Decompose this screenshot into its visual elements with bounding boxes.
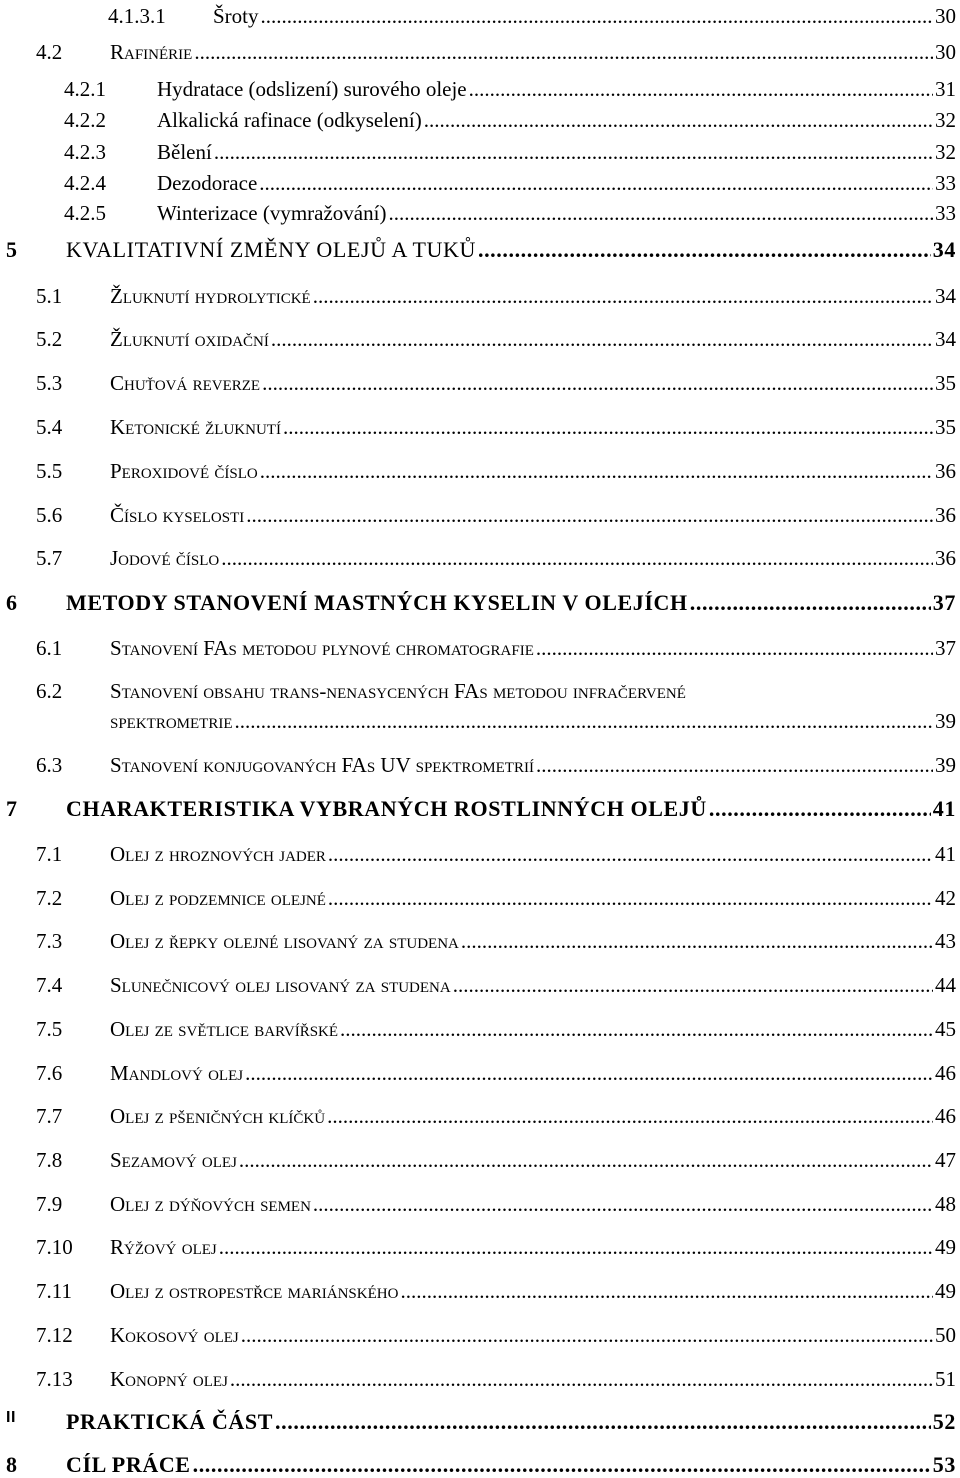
toc-leader-dots: [327, 1104, 933, 1129]
toc-entry-number: 6.1: [36, 636, 63, 660]
toc-leader-dots: [690, 590, 931, 616]
toc-entry-number: 6.2: [36, 679, 63, 703]
toc-leader-dots: [194, 40, 933, 65]
toc-entry-number: 7.10: [36, 1235, 73, 1259]
toc-leader-dots: [219, 1235, 933, 1260]
toc-entry-title: Olej z řepky olejné lisovaný za studena: [110, 929, 459, 953]
toc-entry-number: 7.12: [36, 1323, 73, 1347]
toc-entry-page: 30: [935, 4, 956, 28]
toc-entry-number: 5.6: [36, 503, 63, 527]
toc-leader-dots: [328, 842, 933, 867]
toc-leader-dots: [313, 284, 933, 309]
toc-entry-number: 4.1.3.1: [108, 4, 166, 28]
toc-entry-number: 5.3: [36, 371, 63, 395]
toc-entry-title-line1: Stanovení obsahu trans-nenasycených FAs metodou infračervené: [110, 679, 686, 703]
toc-entry-number: 5.1: [36, 284, 63, 308]
toc-entry-page: 46: [935, 1104, 956, 1128]
toc-entry-title: Dezodorace: [157, 171, 258, 195]
toc-entry-title: Rýžový olej: [110, 1235, 217, 1259]
toc-entry-title: Sezamový olej: [110, 1148, 237, 1172]
toc-entry-number: 7.1: [36, 842, 63, 866]
toc-leader-dots: [235, 709, 933, 734]
toc-entry-number: 4.2.5: [64, 201, 106, 225]
toc-entry-number: 7.4: [36, 973, 63, 997]
toc-entry-title: Rafinérie: [110, 40, 193, 64]
toc-leader-dots: [230, 1367, 933, 1392]
toc-entry-page: 37: [932, 590, 956, 615]
toc-entry-number: 7.6: [36, 1061, 63, 1085]
toc-entry-page: 37: [935, 636, 956, 660]
toc-entry-title: Žluknutí oxidační: [110, 327, 269, 351]
toc-entry-title: Chuťová reverze: [110, 371, 261, 395]
toc-entry-number: 7.9: [36, 1192, 63, 1216]
toc-entry-title: Olej z ostropestřce mariánského: [110, 1279, 399, 1303]
toc-entry-title: METODY STANOVENÍ MASTNÝCH KYSELIN V OLEJÍCH: [66, 590, 688, 615]
toc-leader-dots: [453, 973, 933, 998]
toc-entry-number: 7.7: [36, 1104, 63, 1128]
toc-entry-page: 33: [935, 171, 956, 195]
toc-entry-number: 7.2: [36, 886, 63, 910]
toc-entry-page: 36: [935, 546, 956, 570]
toc-entry-page: 51: [935, 1367, 956, 1391]
toc-entry-page: 42: [935, 886, 956, 910]
toc-leader-dots: [400, 1279, 933, 1304]
toc-entry-number: 6.3: [36, 753, 63, 777]
toc-entry-title: Winterizace (vymražování): [157, 201, 387, 225]
toc-entry-number: 7.5: [36, 1017, 63, 1041]
toc-entry-page: 34: [935, 327, 956, 351]
toc-entry-title: Olej z hroznových jader: [110, 842, 326, 866]
toc-leader-dots: [221, 546, 933, 571]
toc-entry-page: 36: [935, 459, 956, 483]
toc-entry-page: 49: [935, 1279, 956, 1303]
toc-entry-page: 39: [935, 709, 956, 733]
toc-entry-title: Olej z dýňových semen: [110, 1192, 311, 1216]
toc-entry-number: 4.2.1: [64, 77, 106, 101]
toc-entry-number: 4.2.4: [64, 171, 106, 195]
toc-leader-dots: [461, 929, 933, 954]
toc-leader-dots: [239, 1148, 933, 1173]
toc-entry-title: CÍL PRÁCE: [66, 1452, 191, 1477]
toc-entry-number: 7.11: [36, 1279, 72, 1303]
toc-entry-number: 6: [6, 590, 18, 615]
toc-leader-dots: [275, 1409, 931, 1435]
toc-entry-page: 34: [932, 237, 956, 262]
toc-entry-number: 5.2: [36, 327, 63, 351]
toc-entry-number: II: [6, 1409, 17, 1426]
toc-leader-dots: [388, 201, 933, 226]
toc-entry-page: 30: [935, 40, 956, 64]
toc-leader-dots: [536, 636, 933, 661]
toc-entry-page: 32: [935, 108, 956, 132]
toc-entry-title: Slunečnicový olej lisovaný za studena: [110, 973, 451, 997]
toc-entry-number: 5.7: [36, 546, 63, 570]
toc-leader-dots: [193, 1452, 931, 1478]
toc-leader-dots: [709, 796, 931, 822]
toc-leader-dots: [424, 108, 933, 133]
toc-entry-title: Stanovení konjugovaných FAs UV spektrometrií: [110, 753, 534, 777]
toc-entry-title: Olej z podzemnice olejné: [110, 886, 326, 910]
toc-leader-dots: [478, 237, 931, 263]
toc-leader-dots: [340, 1017, 933, 1042]
toc-entry-page: 43: [935, 929, 956, 953]
toc-entry-page: 44: [935, 973, 956, 997]
toc-entry-page: 53: [932, 1452, 956, 1477]
toc-entry-number: 5.5: [36, 459, 63, 483]
toc-entry-page: 41: [932, 796, 956, 821]
toc-entry-number: 4.2.3: [64, 140, 106, 164]
toc-entry-title: Konopný olej: [110, 1367, 228, 1391]
toc-entry-title: Mandlový olej: [110, 1061, 244, 1085]
toc-entry-page: 31: [935, 77, 956, 101]
toc-leader-dots: [261, 4, 933, 29]
toc-entry-page: 41: [935, 842, 956, 866]
toc-entry-page: 35: [935, 371, 956, 395]
toc-entry-title: Žluknutí hydrolytické: [110, 284, 311, 308]
toc-leader-dots: [214, 140, 933, 165]
toc-entry-number: 7: [6, 796, 18, 821]
toc-entry-page: 46: [935, 1061, 956, 1085]
toc-leader-dots: [283, 415, 933, 440]
toc-leader-dots: [246, 503, 933, 528]
toc-entry-number: 7.3: [36, 929, 63, 953]
toc-entry-page: 34: [935, 284, 956, 308]
toc-leader-dots: [313, 1192, 933, 1217]
toc-leader-dots: [241, 1323, 933, 1348]
toc-entry-number: 7.13: [36, 1367, 73, 1391]
toc-leader-dots: [260, 459, 933, 484]
toc-entry-title: Olej z pšeničných klíčků: [110, 1104, 326, 1128]
toc-entry-page: 52: [932, 1409, 956, 1434]
toc-entry-title: Ketonické žluknutí: [110, 415, 281, 439]
toc-entry-page: 39: [935, 753, 956, 777]
toc-entry-page: 36: [935, 503, 956, 527]
toc-entry-title: Číslo kyselosti: [110, 503, 245, 527]
toc-entry-number: 4.2: [36, 40, 63, 64]
toc-entry-page: 50: [935, 1323, 956, 1347]
toc-leader-dots: [259, 171, 933, 196]
toc-entry-title: CHARAKTERISTIKA VYBRANÝCH ROSTLINNÝCH OLEJŮ: [66, 796, 707, 821]
toc-entry-number: 5: [6, 237, 18, 262]
toc-entry-number: 5.4: [36, 415, 63, 439]
toc-entry-title: KVALITATIVNÍ ZMĚNY OLEJŮ A TUKŮ: [66, 237, 476, 262]
toc-entry-page: 32: [935, 140, 956, 164]
toc-entry-number: 8: [6, 1452, 18, 1477]
toc-entry-title: Bělení: [157, 140, 212, 164]
toc-entry-title: Kokosový olej: [110, 1323, 239, 1347]
toc-entry-page: 48: [935, 1192, 956, 1216]
toc-entry-title-line2: spektrometrie: [110, 709, 233, 733]
toc-entry-page: 49: [935, 1235, 956, 1259]
toc-entry-page: 45: [935, 1017, 956, 1041]
toc-entry-title: Olej ze světlice barvířské: [110, 1017, 339, 1041]
toc-entry-number: 7.8: [36, 1148, 63, 1172]
toc-entry-page: 35: [935, 415, 956, 439]
toc-entry-title: Šroty: [213, 4, 259, 28]
toc-entry-title: PRAKTICKÁ ČÁST: [66, 1409, 274, 1434]
toc-entry-title: Peroxidové číslo: [110, 459, 258, 483]
toc-leader-dots: [328, 886, 933, 911]
toc-entry-title: Hydratace (odslizení) surového oleje: [157, 77, 467, 101]
toc-entry-number: 4.2.2: [64, 108, 106, 132]
toc-leader-dots: [262, 371, 933, 396]
toc-leader-dots: [245, 1061, 933, 1086]
toc-entry-title: Stanovení FAs metodou plynové chromatografie: [110, 636, 534, 660]
toc-leader-dots: [536, 753, 933, 778]
toc-entry-title: Jodové číslo: [110, 546, 220, 570]
toc-entry-page: 47: [935, 1148, 956, 1172]
toc-entry-page: 33: [935, 201, 956, 225]
toc-leader-dots: [271, 327, 933, 352]
toc-entry-title: Alkalická rafinace (odkyselení): [157, 108, 422, 132]
toc-leader-dots: [469, 77, 933, 102]
